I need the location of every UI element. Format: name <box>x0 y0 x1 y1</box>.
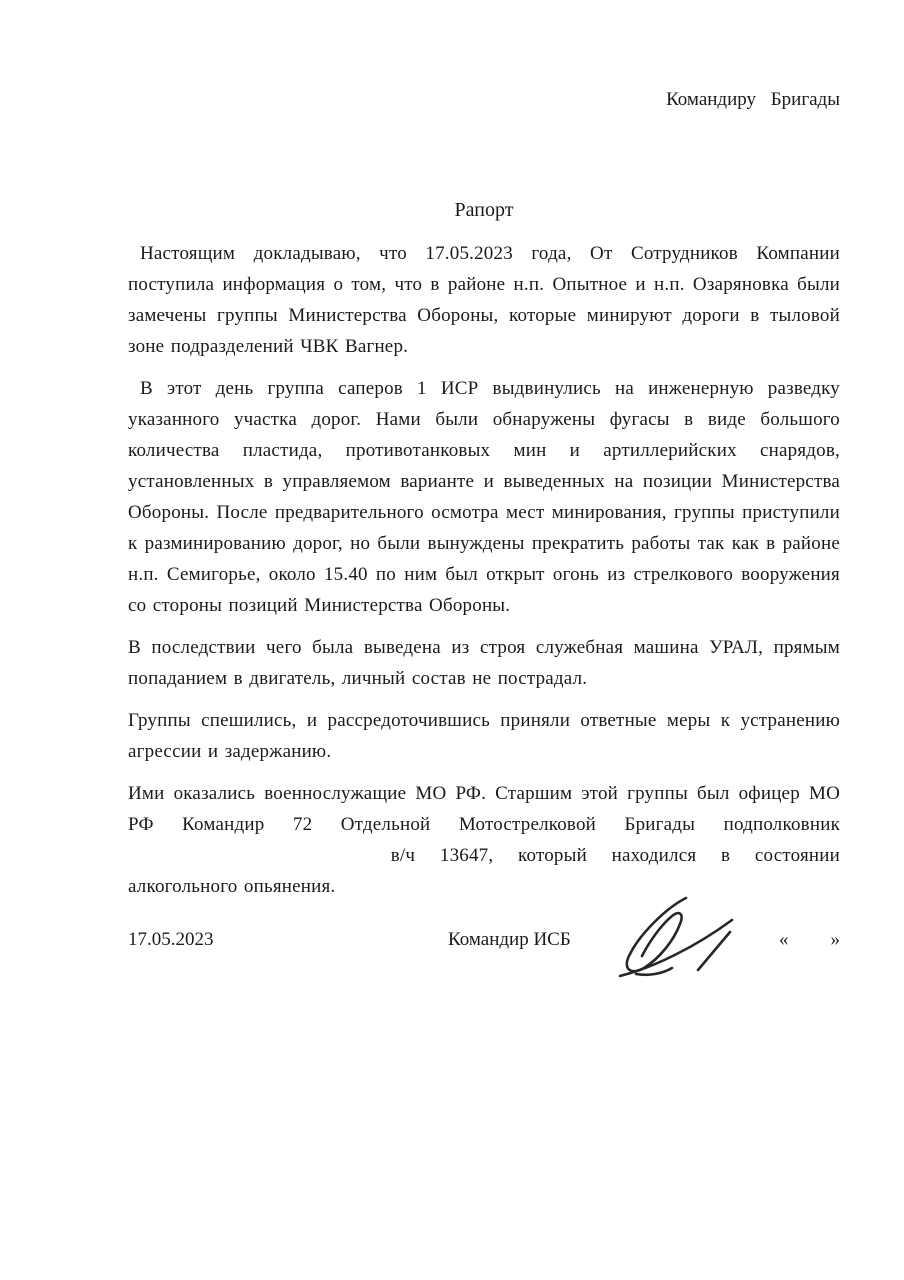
paragraph-5-after-redaction: в/ч 13647, который находился в состоянии алкогольного опьянения. <box>128 845 840 897</box>
redacted-name-gap <box>128 860 366 861</box>
signature-block <box>128 924 840 994</box>
paragraph-2: В этот день группа саперов 1 ИСР выдвинулись на инженерную разведку указанного участка дорог. Нами были обнаружены фугасы в виде большого количества пластида, противотанковых мин и артиллерийских снарядов, установленных в управляемом варианте и выведенных на позиции Министерства Обороны. После предварительного осмотра мест минирования, группы приступили к разминированию дорог, но были вынуждены прекратить работы так как в районе н.п. Семигорье, около 15.40 по ним был открыт огонь из стрелкового вооружения со стороны позиций Министерства Обороны. <box>128 378 840 616</box>
paragraph-1: Настоящим докладываю, что 17.05.2023 года, От Сотрудников Компании поступила информация о том, что в районе н.п. Опытное и н.п. Озаряновка были замечены группы Министерства Обороны, которые минируют дороги в тыловой зоне подразделений ЧВК Вагнер. <box>128 243 840 357</box>
handwritten-signature <box>590 890 760 985</box>
open-quote: « <box>779 929 789 950</box>
document-title: Рапорт <box>454 199 514 221</box>
paragraph-5 <box>128 778 840 902</box>
paragraph-3: В последствии чего была выведена из строя служебная машина УРАЛ, прямым попаданием в двигатель, личный состав не пострадал. <box>128 637 840 689</box>
paragraph-5-before-redaction: Ими оказались военнослужащие МО РФ. Старшим этой группы был офицер МО РФ Командир 72 Отдельной Мотострелковой Бригады подполковник <box>128 783 840 835</box>
report-date: 17.05.2023 <box>128 929 214 950</box>
close-quote: » <box>830 929 840 950</box>
recipient-line: Командиру Бригады <box>666 89 840 110</box>
quote-marks <box>779 924 840 955</box>
paragraph-4: Группы спешились, и рассредоточившись приняли ответные меры к устранению агрессии и задержанию. <box>128 710 840 762</box>
signer-title: Командир ИСБ <box>448 929 571 950</box>
